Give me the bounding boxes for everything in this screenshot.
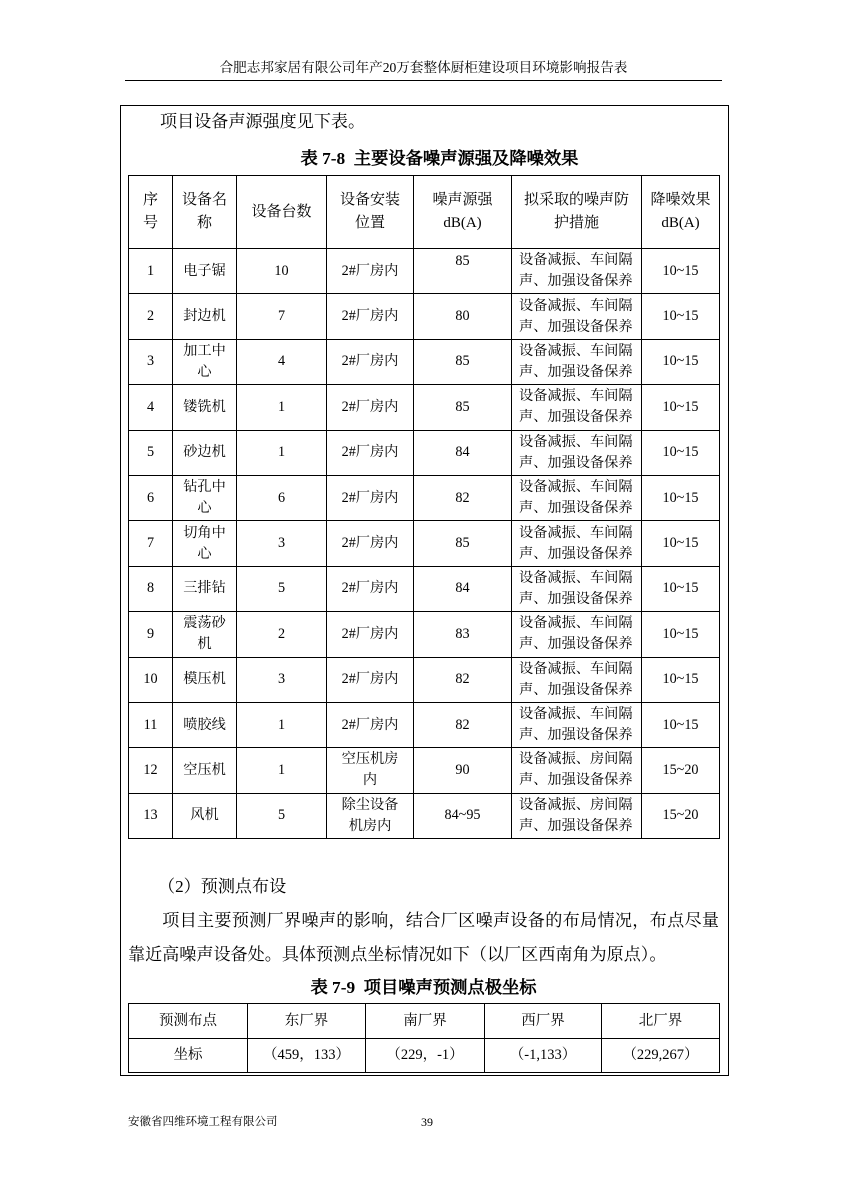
cell-equipment-count-text: 1 xyxy=(277,716,286,733)
noise-source-table-body xyxy=(129,249,720,839)
cell-equipment-name-text: 切角中心 xyxy=(183,524,226,562)
cell-noise-level xyxy=(414,339,512,384)
cell-equipment-name xyxy=(173,702,237,747)
cell-noise-reduction-text: 10~15 xyxy=(662,444,699,461)
cell-noise-level xyxy=(414,475,512,520)
cell-equipment-name xyxy=(173,249,237,294)
cell-equipment-count-text: 2 xyxy=(277,625,286,642)
cell-seq-text: 9 xyxy=(146,625,155,642)
cell-seq xyxy=(129,748,173,793)
cell-seq xyxy=(129,339,173,384)
cell-mitigation-measures-text: 设备减振、车间隔声、加强设备保养 xyxy=(519,706,633,744)
table-row xyxy=(129,385,720,430)
cell-mitigation-measures xyxy=(512,612,642,657)
cell-noise-reduction xyxy=(642,566,720,611)
cell-seq-text: 1 xyxy=(146,262,155,279)
cell-seq xyxy=(129,249,173,294)
cell-noise-reduction xyxy=(642,793,720,838)
cell-noise-level xyxy=(414,385,512,430)
cell-equipment-count xyxy=(237,430,327,475)
header-equipment-name xyxy=(173,176,237,249)
cell-noise-level-text: 82 xyxy=(455,716,470,733)
cell-equipment-count xyxy=(237,339,327,384)
table-row xyxy=(129,1038,720,1073)
cell-seq-text: 11 xyxy=(143,716,158,733)
cell-noise-level xyxy=(414,430,512,475)
cell-mitigation-measures xyxy=(512,339,642,384)
cell-seq xyxy=(129,657,173,702)
cell-seq-text: 10 xyxy=(143,671,158,688)
cell-equipment-count xyxy=(237,475,327,520)
cell-noise-reduction-text: 10~15 xyxy=(662,489,699,506)
cell-equipment-count xyxy=(237,294,327,339)
cell-noise-level xyxy=(414,748,512,793)
cell-equipment-count-text: 7 xyxy=(277,308,286,325)
cell-noise-level xyxy=(414,521,512,566)
cell-seq xyxy=(129,702,173,747)
cell-install-location xyxy=(327,793,414,838)
cell-noise-level-text: 84 xyxy=(455,580,470,597)
cell-noise-level xyxy=(414,793,512,838)
table-header-row xyxy=(129,1004,720,1039)
cell-equipment-count-text: 5 xyxy=(277,580,286,597)
cell-mitigation-measures-text: 设备减振、车间隔声、加强设备保养 xyxy=(519,479,633,517)
cell-install-location-text: 2#厂房内 xyxy=(341,625,399,642)
cell-mitigation-measures xyxy=(512,294,642,339)
cell-mitigation-measures-text: 设备减振、车间隔声、加强设备保养 xyxy=(519,388,633,426)
cell-north-coord: （229,267） xyxy=(602,1038,720,1073)
cell-seq xyxy=(129,294,173,339)
cell-equipment-name-text: 钻孔中心 xyxy=(183,479,226,517)
cell-noise-level-text: 90 xyxy=(455,761,470,778)
cell-noise-reduction-text: 15~20 xyxy=(662,807,699,824)
cell-noise-level xyxy=(414,249,512,294)
cell-equipment-name-text: 模压机 xyxy=(183,671,226,688)
cell-install-location xyxy=(327,430,414,475)
table-row xyxy=(129,748,720,793)
cell-install-location xyxy=(327,702,414,747)
cell-equipment-count xyxy=(237,748,327,793)
cell-install-location xyxy=(327,612,414,657)
cell-south-coord: （229，-1） xyxy=(366,1038,485,1073)
cell-install-location xyxy=(327,385,414,430)
cell-install-location-text: 除尘设备机房内 xyxy=(341,796,399,834)
header-prediction-point: 预测布点 xyxy=(129,1004,248,1039)
cell-mitigation-measures xyxy=(512,521,642,566)
cell-noise-reduction-text: 10~15 xyxy=(662,716,699,733)
cell-noise-level xyxy=(414,612,512,657)
cell-equipment-name-text: 三排钻 xyxy=(183,580,226,597)
cell-install-location-text: 2#厂房内 xyxy=(341,580,399,597)
cell-noise-level-text: 85 xyxy=(455,353,470,370)
cell-noise-reduction-text: 10~15 xyxy=(662,535,699,552)
header-noise-reduction-label: 降噪效果dB(A) xyxy=(650,192,711,231)
cell-equipment-count xyxy=(237,793,327,838)
cell-equipment-name xyxy=(173,793,237,838)
cell-seq-text: 7 xyxy=(146,535,155,552)
cell-equipment-count xyxy=(237,385,327,430)
cell-noise-reduction-text: 10~15 xyxy=(662,398,699,415)
header-noise-level-label: 噪声源强dB(A) xyxy=(432,192,493,231)
cell-seq-text: 12 xyxy=(143,761,158,778)
cell-noise-reduction xyxy=(642,521,720,566)
cell-equipment-count-text: 3 xyxy=(277,671,286,688)
cell-seq-text: 4 xyxy=(146,398,155,415)
table-row xyxy=(129,612,720,657)
header-seq-label: 序号 xyxy=(142,192,158,231)
header-south-boundary: 南厂界 xyxy=(366,1004,485,1039)
header-equipment-name-label: 设备名称 xyxy=(181,192,227,231)
header-west-boundary: 西厂界 xyxy=(485,1004,602,1039)
cell-equipment-count-text: 10 xyxy=(274,262,289,279)
cell-equipment-count xyxy=(237,249,327,294)
cell-seq xyxy=(129,612,173,657)
page-number: 39 xyxy=(421,1115,433,1129)
cell-equipment-count-text: 1 xyxy=(277,398,286,415)
cell-mitigation-measures-text: 设备减振、车间隔声、加强设备保养 xyxy=(519,660,633,698)
cell-noise-level-text: 83 xyxy=(455,625,470,642)
cell-noise-level-text: 85 xyxy=(455,535,470,552)
cell-mitigation-measures-text: 设备减振、车间隔声、加强设备保养 xyxy=(519,252,633,290)
page-header-title: 合肥志邦家居有限公司年产20万套整体厨柜建设项目环境影响报告表 xyxy=(125,59,722,81)
cell-install-location-text: 2#厂房内 xyxy=(341,444,399,461)
cell-install-location xyxy=(327,339,414,384)
cell-noise-reduction xyxy=(642,612,720,657)
cell-equipment-count-text: 1 xyxy=(277,444,286,461)
cell-equipment-name xyxy=(173,521,237,566)
cell-seq-text: 3 xyxy=(146,353,155,370)
cell-noise-reduction xyxy=(642,294,720,339)
cell-noise-reduction-text: 10~15 xyxy=(662,262,699,279)
cell-equipment-name xyxy=(173,339,237,384)
header-mitigation-measures xyxy=(512,176,642,249)
header-install-location-label: 设备安装位置 xyxy=(339,192,400,231)
cell-noise-reduction-text: 10~15 xyxy=(662,625,699,642)
cell-mitigation-measures xyxy=(512,748,642,793)
header-east-boundary: 东厂界 xyxy=(248,1004,366,1039)
cell-noise-reduction xyxy=(642,702,720,747)
cell-mitigation-measures xyxy=(512,249,642,294)
cell-noise-level-text: 85 xyxy=(455,398,470,415)
cell-noise-reduction xyxy=(642,475,720,520)
cell-install-location xyxy=(327,521,414,566)
table-row xyxy=(129,702,720,747)
table-row xyxy=(129,521,720,566)
prediction-point-table xyxy=(128,1003,720,1073)
cell-seq xyxy=(129,385,173,430)
header-equipment-count xyxy=(237,176,327,249)
header-noise-reduction xyxy=(642,176,720,249)
cell-point-label: 坐标 xyxy=(129,1038,248,1073)
cell-noise-level xyxy=(414,657,512,702)
cell-mitigation-measures-text: 设备减振、房间隔声、加强设备保养 xyxy=(519,751,633,789)
cell-install-location-text: 空压机房内 xyxy=(341,751,399,789)
cell-seq-text: 2 xyxy=(146,308,155,325)
cell-mitigation-measures-text: 设备减振、车间隔声、加强设备保养 xyxy=(519,433,633,471)
table-row xyxy=(129,339,720,384)
cell-equipment-name xyxy=(173,566,237,611)
cell-equipment-count xyxy=(237,612,327,657)
cell-install-location xyxy=(327,294,414,339)
cell-equipment-name xyxy=(173,612,237,657)
cell-noise-level-text: 82 xyxy=(455,489,470,506)
cell-noise-level-text: 84~95 xyxy=(444,807,481,824)
cell-noise-level-text: 84 xyxy=(455,444,470,461)
cell-seq-text: 5 xyxy=(146,444,155,461)
intro-text: 项目设备声源强度见下表。 xyxy=(160,112,366,131)
cell-seq xyxy=(129,430,173,475)
cell-mitigation-measures xyxy=(512,793,642,838)
cell-equipment-name-text: 喷胶线 xyxy=(183,716,226,733)
header-noise-level xyxy=(414,176,512,249)
cell-install-location-text: 2#厂房内 xyxy=(341,308,399,325)
cell-mitigation-measures-text: 设备减振、车间隔声、加强设备保养 xyxy=(519,569,633,607)
cell-west-coord: （-1,133） xyxy=(485,1038,602,1073)
cell-noise-reduction xyxy=(642,657,720,702)
cell-noise-reduction xyxy=(642,430,720,475)
cell-noise-reduction-text: 10~15 xyxy=(662,308,699,325)
cell-seq xyxy=(129,521,173,566)
header-north-boundary: 北厂界 xyxy=(602,1004,720,1039)
cell-install-location-text: 2#厂房内 xyxy=(341,398,399,415)
cell-equipment-name-text: 镂铣机 xyxy=(183,398,226,415)
cell-equipment-count xyxy=(237,521,327,566)
cell-seq-text: 8 xyxy=(146,580,155,597)
cell-install-location xyxy=(327,566,414,611)
table-row xyxy=(129,657,720,702)
cell-noise-reduction xyxy=(642,249,720,294)
cell-install-location-text: 2#厂房内 xyxy=(341,535,399,552)
cell-equipment-name xyxy=(173,475,237,520)
cell-noise-level-text: 80 xyxy=(455,308,470,325)
cell-seq xyxy=(129,566,173,611)
cell-equipment-count-text: 4 xyxy=(277,353,286,370)
header-seq xyxy=(129,176,173,249)
cell-equipment-name-text: 震荡砂机 xyxy=(183,615,226,653)
header-mitigation-measures-label: 拟采取的噪声防护措施 xyxy=(523,192,629,231)
header-equipment-count-label: 设备台数 xyxy=(251,203,312,220)
table-row xyxy=(129,249,720,294)
table-row xyxy=(129,430,720,475)
cell-mitigation-measures xyxy=(512,430,642,475)
cell-noise-reduction xyxy=(642,748,720,793)
cell-seq-text: 13 xyxy=(143,807,158,824)
cell-equipment-name xyxy=(173,748,237,793)
cell-noise-level xyxy=(414,566,512,611)
cell-mitigation-measures xyxy=(512,385,642,430)
cell-mitigation-measures xyxy=(512,566,642,611)
cell-install-location-text: 2#厂房内 xyxy=(341,671,399,688)
cell-install-location xyxy=(327,249,414,294)
cell-noise-reduction xyxy=(642,385,720,430)
cell-noise-level-text: 85 xyxy=(455,253,470,269)
section-heading: （2）预测点布设 xyxy=(158,877,287,896)
cell-east-coord: （459，133） xyxy=(248,1038,366,1073)
cell-install-location-text: 2#厂房内 xyxy=(341,489,399,506)
cell-mitigation-measures-text: 设备减振、车间隔声、加强设备保养 xyxy=(519,297,633,335)
cell-mitigation-measures-text: 设备减振、房间隔声、加强设备保养 xyxy=(519,796,633,834)
cell-equipment-count xyxy=(237,702,327,747)
cell-equipment-count-text: 3 xyxy=(277,535,286,552)
cell-equipment-name xyxy=(173,657,237,702)
footer-company: 安徽省四维环境工程有限公司 xyxy=(128,1116,278,1128)
table-row xyxy=(129,793,720,838)
cell-equipment-name-text: 风机 xyxy=(190,807,219,824)
cell-equipment-name-text: 空压机 xyxy=(183,761,226,778)
cell-install-location xyxy=(327,475,414,520)
cell-noise-level-text: 82 xyxy=(455,671,470,688)
cell-seq xyxy=(129,793,173,838)
body-paragraph: 项目主要预测厂界噪声的影响，结合厂区噪声设备的布局情况，布点尽量靠近高噪声设备处。具体预测点坐标情况如下（以厂区西南角为原点）。 xyxy=(128,911,719,964)
cell-equipment-count-text: 6 xyxy=(277,489,286,506)
cell-install-location-text: 2#厂房内 xyxy=(341,353,399,370)
cell-mitigation-measures xyxy=(512,657,642,702)
cell-equipment-name xyxy=(173,294,237,339)
cell-equipment-name xyxy=(173,430,237,475)
table-7-8-title: 表 7-8 主要设备噪声源强及降噪效果 xyxy=(300,149,579,168)
cell-mitigation-measures-text: 设备减振、车间隔声、加强设备保养 xyxy=(519,615,633,653)
table-7-9-title: 表 7-9 项目噪声预测点极坐标 xyxy=(310,978,537,997)
cell-mitigation-measures xyxy=(512,475,642,520)
cell-noise-reduction xyxy=(642,339,720,384)
cell-equipment-count-text: 5 xyxy=(277,807,286,824)
prediction-point-table-body xyxy=(129,1004,720,1073)
cell-install-location xyxy=(327,748,414,793)
cell-noise-reduction-text: 10~15 xyxy=(662,580,699,597)
cell-equipment-count-text: 1 xyxy=(277,761,286,778)
cell-equipment-count xyxy=(237,566,327,611)
table-row xyxy=(129,475,720,520)
cell-seq xyxy=(129,475,173,520)
cell-mitigation-measures xyxy=(512,702,642,747)
cell-install-location-text: 2#厂房内 xyxy=(341,716,399,733)
noise-source-table xyxy=(128,175,720,839)
cell-equipment-name-text: 电子锯 xyxy=(183,262,226,279)
cell-seq-text: 6 xyxy=(146,489,155,506)
cell-equipment-name-text: 封边机 xyxy=(183,308,226,325)
cell-noise-level xyxy=(414,294,512,339)
cell-equipment-name-text: 砂边机 xyxy=(183,444,226,461)
table-header-row xyxy=(129,176,720,249)
cell-equipment-name-text: 加工中心 xyxy=(183,342,226,380)
cell-equipment-count xyxy=(237,657,327,702)
cell-equipment-name xyxy=(173,385,237,430)
cell-noise-reduction-text: 10~15 xyxy=(662,671,699,688)
cell-install-location-text: 2#厂房内 xyxy=(341,262,399,279)
cell-noise-reduction-text: 15~20 xyxy=(662,761,699,778)
table-row xyxy=(129,566,720,611)
cell-noise-level xyxy=(414,702,512,747)
cell-mitigation-measures-text: 设备减振、车间隔声、加强设备保养 xyxy=(519,524,633,562)
cell-noise-reduction-text: 10~15 xyxy=(662,353,699,370)
cell-install-location xyxy=(327,657,414,702)
header-install-location xyxy=(327,176,414,249)
cell-mitigation-measures-text: 设备减振、车间隔声、加强设备保养 xyxy=(519,342,633,380)
table-row xyxy=(129,294,720,339)
